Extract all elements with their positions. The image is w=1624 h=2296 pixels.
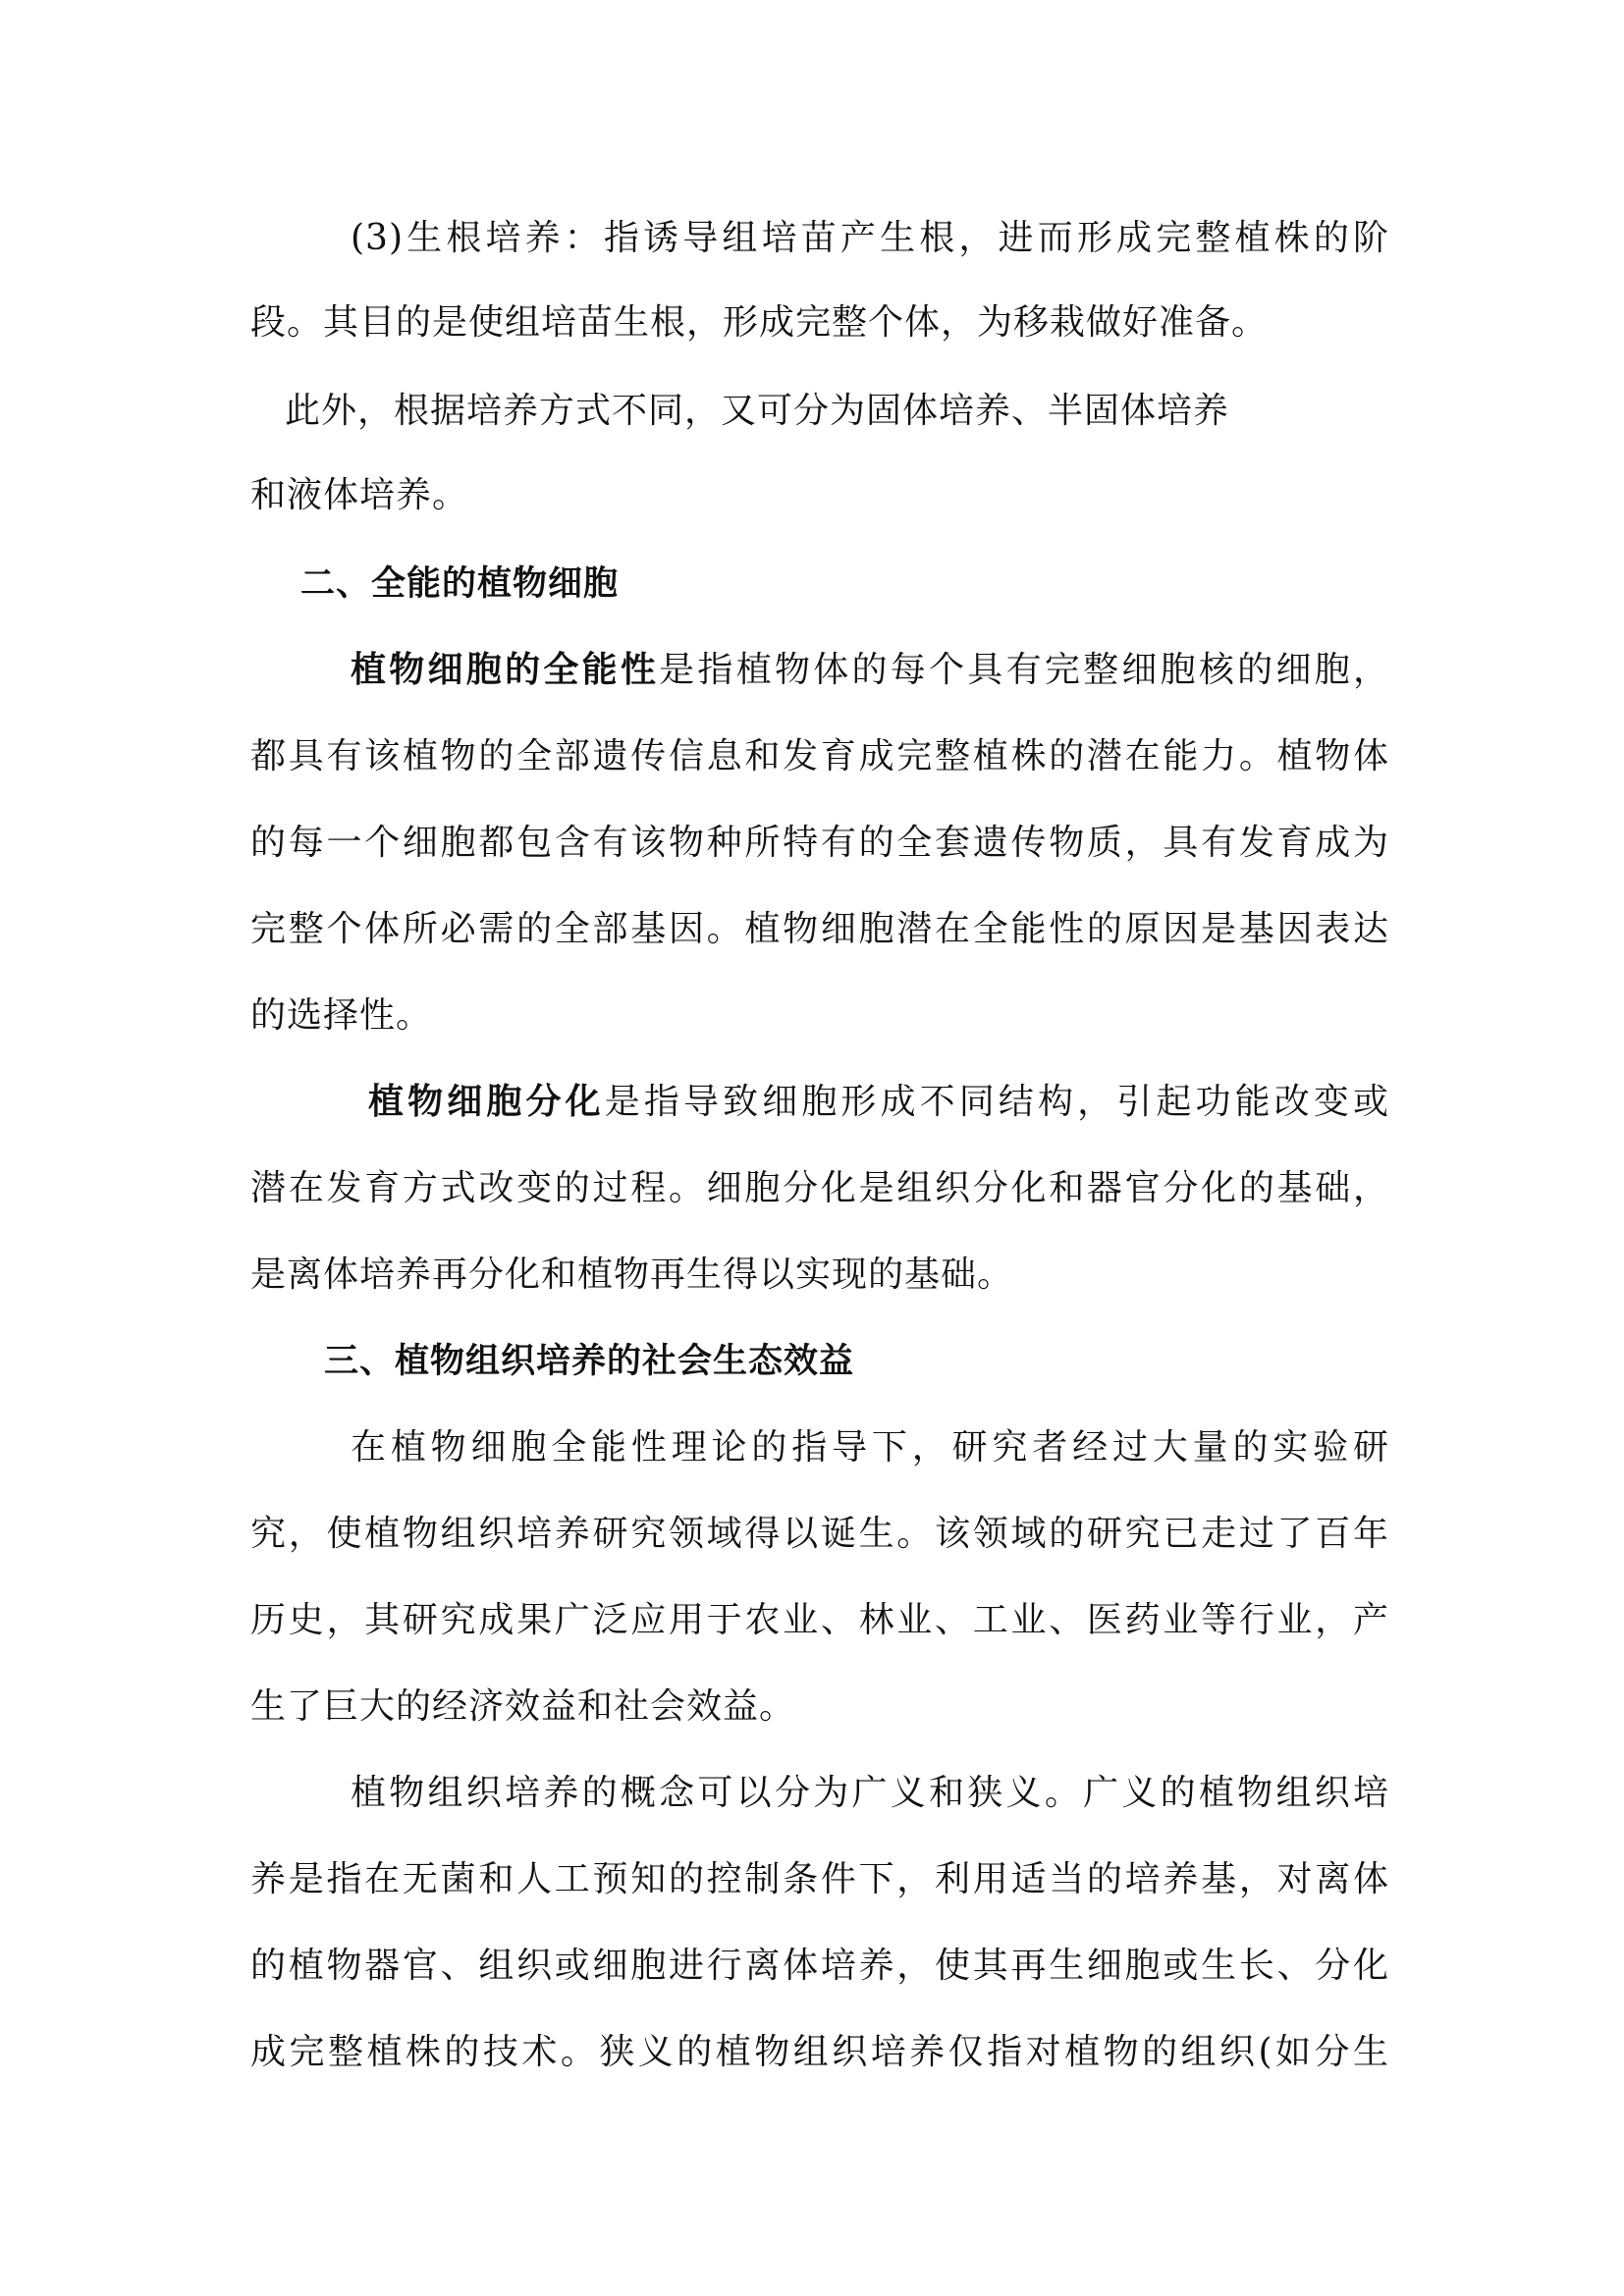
paragraph-line: 和液体培养。	[250, 475, 469, 515]
paragraph-line: 段。其目的是使组培苗生根，形成完整个体，为移栽做好准备。	[250, 302, 1269, 343]
paragraph-line: 的选择性。	[250, 995, 433, 1036]
paragraph-line: 是离体培养再分化和植物再生得以实现的基础。	[250, 1255, 1014, 1295]
paragraph-line: 历史，其研究成果广泛应用于农业、林业、工业、医药业等行业，产	[250, 1600, 1389, 1640]
section-heading: 二、全能的植物细胞	[300, 564, 620, 604]
paragraph-line: 此外，根据培养方式不同，又可分为固体培养、半固体培养	[285, 391, 1230, 431]
paragraph-line: 养是指在无菌和人工预知的控制条件下，利用适当的培养基，对离体	[250, 1859, 1389, 1899]
paragraph-line: 的植物器官、组织或细胞进行离体培养，使其再生细胞或生长、分化	[250, 1946, 1389, 1986]
paragraph-line-rest: 是指导致细胞形成不同结构，引起功能改变或	[604, 1082, 1389, 1122]
paragraph-line-rest: 是指植物体的每个具有完整细胞核的细胞，	[659, 650, 1389, 690]
paragraph-line: 生了巨大的经济效益和社会效益。	[250, 1686, 796, 1727]
paragraph-line: (3)生根培养：指诱导组培苗产生根，进而形成完整植株的阶	[351, 218, 1389, 258]
paragraph-line	[368, 1081, 1389, 1124]
paragraph-line: 都具有该植物的全部遗传信息和发育成完整植株的潜在能力。植物体	[250, 736, 1389, 776]
paragraph-line: 完整个体所必需的全部基因。植物细胞潜在全能性的原因是基因表达	[250, 909, 1389, 949]
paragraph-line: 究，使植物组织培养研究领域得以诞生。该领域的研究已走过了百年	[250, 1514, 1389, 1554]
defined-term: 植物细胞分化	[368, 1082, 605, 1122]
section-heading: 三、植物组织培养的社会生态效益	[324, 1342, 855, 1381]
paragraph-line: 的每一个细胞都包含有该物种所特有的全套遗传物质，具有发育成为	[250, 823, 1389, 863]
paragraph-line: 在植物细胞全能性理论的指导下，研究者经过大量的实验研	[351, 1427, 1389, 1468]
paragraph-line	[351, 649, 1389, 692]
paragraph-line: 潜在发育方式改变的过程。细胞分化是组织分化和器官分化的基础，	[250, 1168, 1389, 1208]
paragraph-line: 植物组织培养的概念可以分为广义和狭义。广义的植物组织培	[351, 1773, 1389, 1813]
paragraph-line: 成完整植株的技术。狭义的植物组织培养仅指对植物的组织(如分生	[250, 2032, 1389, 2072]
defined-term: 植物细胞的全能性	[351, 650, 660, 690]
